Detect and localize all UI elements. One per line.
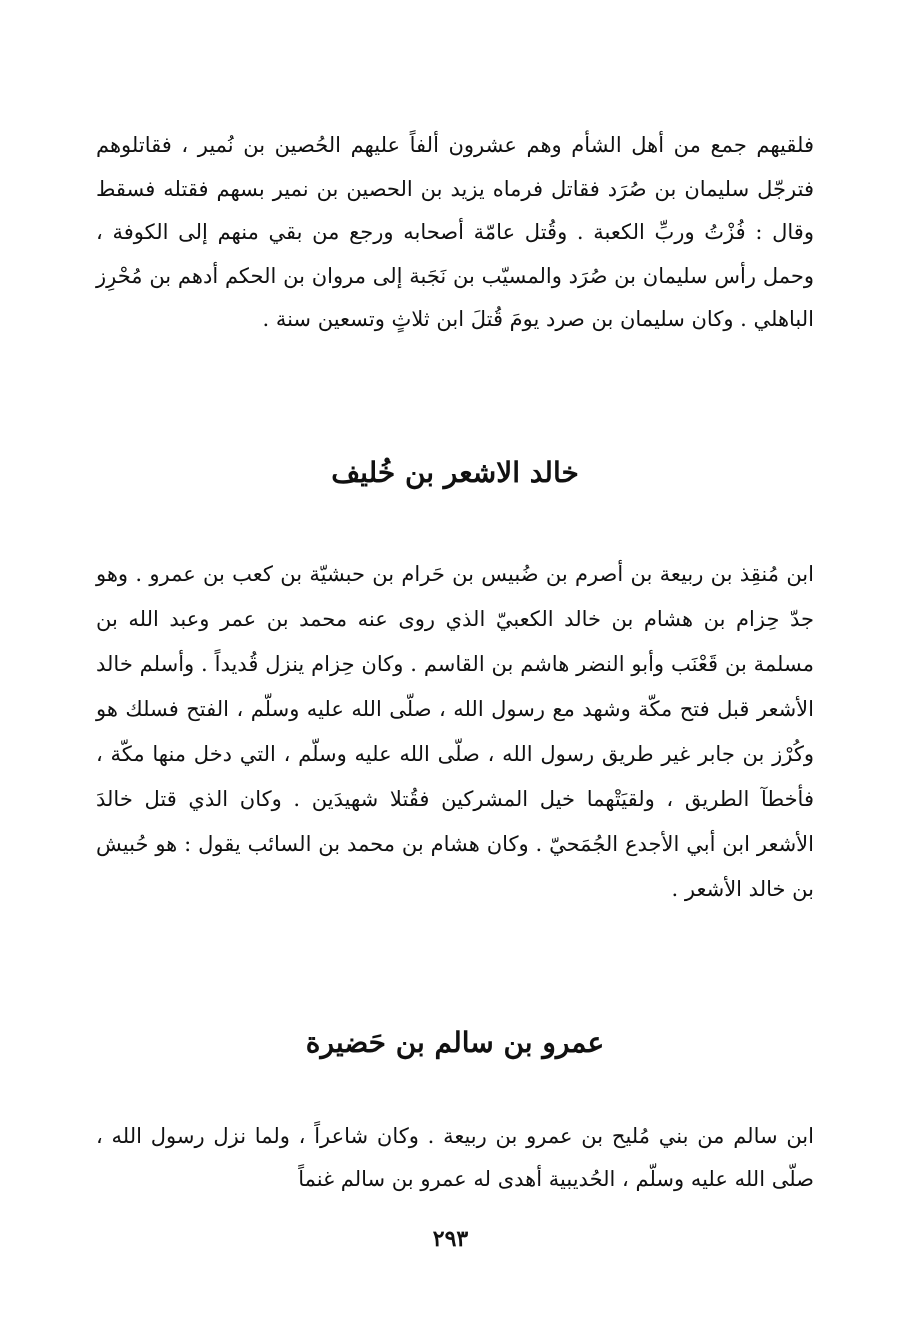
section-heading-khalid-al-ashar: خالد الاشعر بن خُليف xyxy=(331,456,579,489)
paragraph-sulayman-ibn-surad-end: فلقيهم جمع من أهل الشأم وهم عشرون ألفاً عليهم الحُصين بن نُمير ، فقاتلوهم فترجّل سليمان بن صُرَد فقاتل فرماه يزيد بن الحصين بن نمير بسهم فقتله فسقط وقال : فُزْتُ وربِّ الكعبة . وقُتل عامّة أصحابه ورجع من بقي منهم إلى الكوفة ، وحمل رأس سليمان بن صُرَد والمسيّب بن نَجَبة إلى مروان بن الحكم أدهم بن مُحْرِز الباهلي . وكان سليمان بن صرد يومَ قُتلَ ابن ثلاثٍ وتسعين سنة . xyxy=(96,133,814,331)
page-number: ٢٩٣ xyxy=(432,1226,469,1252)
section-heading-amr-ibn-salim: عمرو بن سالم بن حَضيرة xyxy=(305,1026,605,1059)
paragraph-amr-ibn-salim: ابن سالم من بني مُليح بن عمرو بن ربيعة . وكان شاعراً ، ولما نزل رسول الله ، صلّى الله عليه وسلّم ، الحُديبية أهدى له عمرو بن سالم غنماً xyxy=(96,1124,814,1191)
paragraph-khalid-al-ashar: ابن مُنقِذ بن ربيعة بن أصرم بن ضُبيس بن حَرام بن حبشيّة بن كعب بن عمرو . وهو جدّ حِزام بن هشام بن خالد الكعبيّ الذي روى عنه محمد بن عمر وعبد الله بن مسلمة بن قَعْنَب وأبو النضر هاشم بن القاسم . وكان حِزام ينزل قُديداً . وأسلم خالد الأشعر قبل فتح مكّة وشهد مع رسول الله ، صلّى الله عليه وسلّم ، الفتح فسلك هو وكُرْز بن جابر غير طريق رسول الله ، صلّى الله عليه وسلّم ، التي دخل منها مكّة ، فأخطآ الطريق ، ولقيَتْهما خيل المشركين فقُتلا شهيدَين . وكان الذي قتل خالدَ الأشعر ابن أبي الأجدع الجُمَحيّ . وكان هشام بن محمد بن السائب يقول : هو حُبيش بن خالد الأشعر . xyxy=(96,562,814,901)
